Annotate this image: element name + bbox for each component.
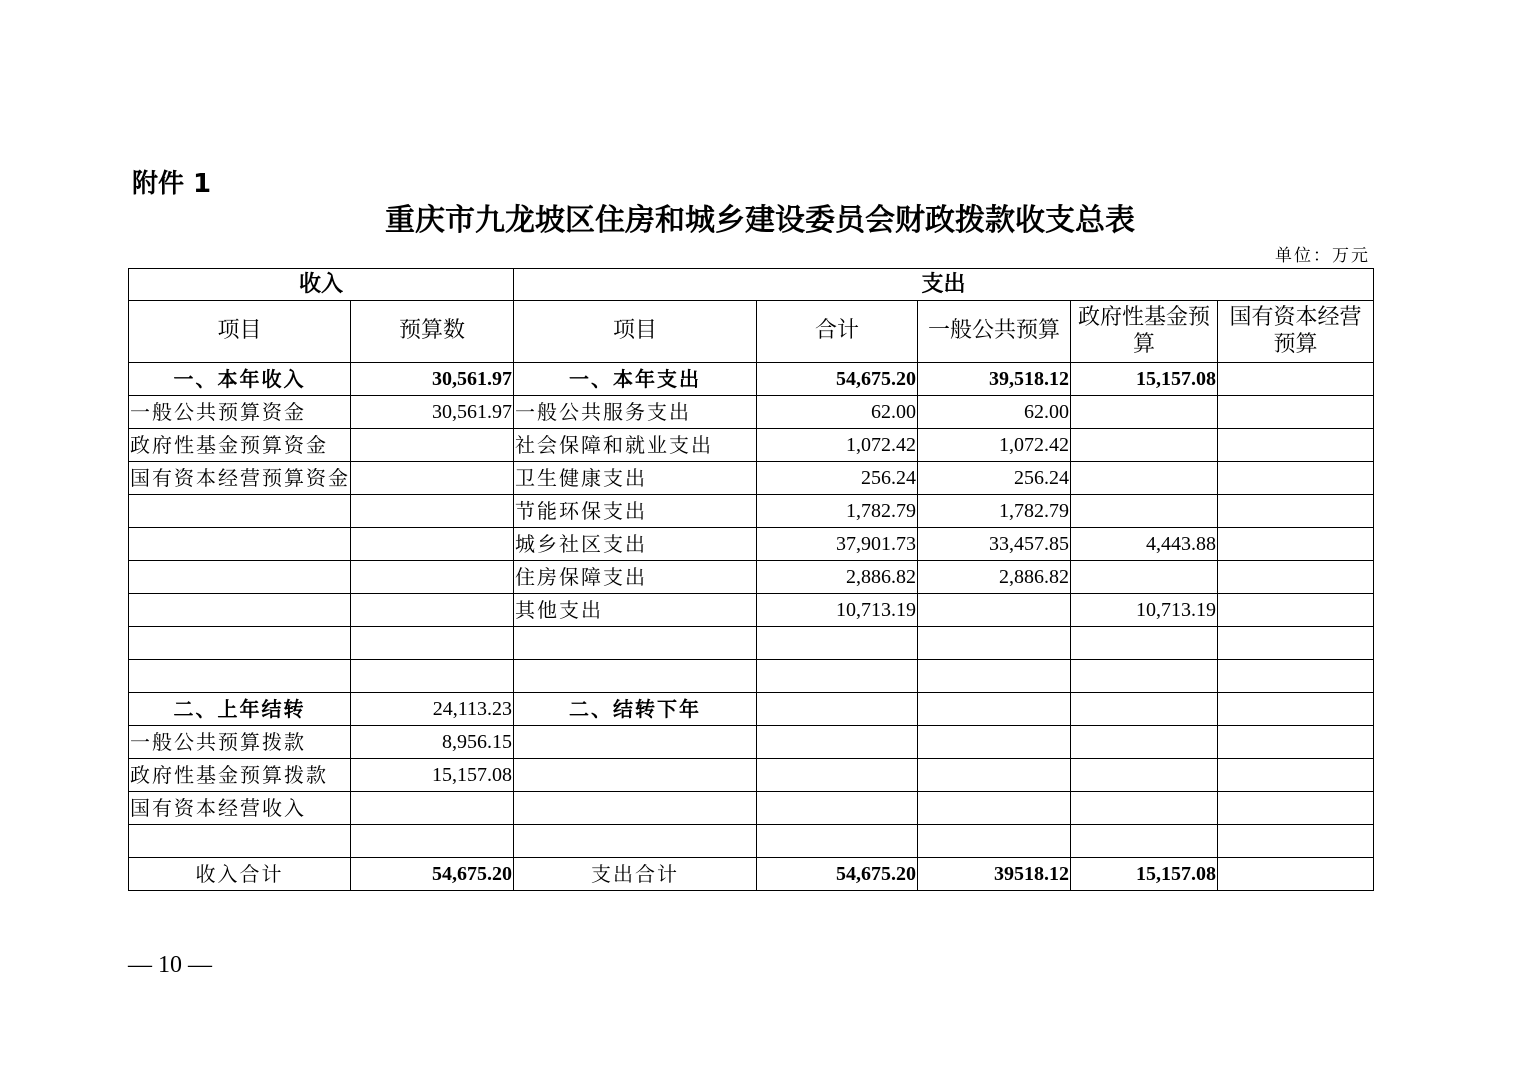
expense-general — [918, 660, 1071, 693]
expense-total: 1,782.79 — [757, 495, 918, 528]
table-row — [129, 561, 1374, 594]
expense-general — [918, 759, 1071, 792]
expense-general — [918, 825, 1071, 858]
expense-fund: 15,157.08 — [1071, 363, 1218, 396]
expense-fund — [1071, 693, 1218, 726]
expense-general — [918, 792, 1071, 825]
expense-item — [514, 759, 757, 792]
expense-state — [1218, 858, 1374, 891]
table-row — [129, 363, 1374, 396]
income-amount — [351, 495, 514, 528]
expense-general: 62.00 — [918, 396, 1071, 429]
expense-item: 社会保障和就业支出 — [514, 429, 757, 462]
expense-total-label: 支出合计 — [514, 858, 757, 891]
income-amount — [351, 429, 514, 462]
attachment-label: 附件 1 — [132, 169, 212, 199]
expense-total — [757, 759, 918, 792]
expense-general: 2,886.82 — [918, 561, 1071, 594]
income-amount — [351, 528, 514, 561]
expense-state — [1218, 792, 1374, 825]
income-amount: 15,157.08 — [351, 759, 514, 792]
table-row — [129, 594, 1374, 627]
expense-general: 256.24 — [918, 462, 1071, 495]
income-amount — [351, 627, 514, 660]
expense-fund — [1071, 627, 1218, 660]
table-row — [129, 792, 1374, 825]
expense-fund — [1071, 429, 1218, 462]
expense-state — [1218, 693, 1374, 726]
expense-fund — [1071, 561, 1218, 594]
expense-total: 54,675.20 — [757, 858, 918, 891]
expense-item: 一般公共服务支出 — [514, 396, 757, 429]
expense-fund — [1071, 396, 1218, 429]
page-number: — 10 — — [128, 952, 212, 978]
table-row-total — [129, 858, 1374, 891]
expense-fund — [1071, 726, 1218, 759]
expense-state — [1218, 495, 1374, 528]
expense-item: 一、本年支出 — [514, 363, 757, 396]
income-total-label: 收入合计 — [129, 858, 351, 891]
expense-general — [918, 693, 1071, 726]
header-budget: 预算数 — [351, 301, 514, 363]
table-row — [129, 693, 1374, 726]
expense-item: 节能环保支出 — [514, 495, 757, 528]
expense-fund — [1071, 462, 1218, 495]
header-state-capital-budget: 国有资本经营预算 — [1218, 301, 1374, 363]
income-item: 国有资本经营收入 — [129, 792, 351, 825]
table-row — [129, 759, 1374, 792]
expense-state — [1218, 627, 1374, 660]
header-expense-item: 项目 — [514, 301, 757, 363]
income-amount — [351, 462, 514, 495]
income-item — [129, 528, 351, 561]
income-amount: 30,561.97 — [351, 363, 514, 396]
expense-state — [1218, 726, 1374, 759]
header-fund-budget: 政府性基金预算 — [1071, 301, 1218, 363]
expense-state — [1218, 561, 1374, 594]
income-amount — [351, 561, 514, 594]
unit-label: 单位：万元 — [1275, 246, 1370, 266]
expense-total: 256.24 — [757, 462, 918, 495]
header-expense: 支出 — [514, 269, 1374, 301]
expense-total: 37,901.73 — [757, 528, 918, 561]
expense-state — [1218, 594, 1374, 627]
income-amount — [351, 594, 514, 627]
expense-state — [1218, 759, 1374, 792]
income-amount — [351, 660, 514, 693]
expense-fund — [1071, 660, 1218, 693]
expense-state — [1218, 462, 1374, 495]
expense-item — [514, 726, 757, 759]
table-row — [129, 627, 1374, 660]
expense-item: 其他支出 — [514, 594, 757, 627]
header-total: 合计 — [757, 301, 918, 363]
expense-general: 1,072.42 — [918, 429, 1071, 462]
expense-total: 1,072.42 — [757, 429, 918, 462]
expense-general: 33,457.85 — [918, 528, 1071, 561]
expense-total: 10,713.19 — [757, 594, 918, 627]
expense-fund: 10,713.19 — [1071, 594, 1218, 627]
expense-total: 54,675.20 — [757, 363, 918, 396]
income-item: 国有资本经营预算资金 — [129, 462, 351, 495]
expense-fund: 15,157.08 — [1071, 858, 1218, 891]
income-item: 一、本年收入 — [129, 363, 351, 396]
expense-fund: 4,443.88 — [1071, 528, 1218, 561]
income-item — [129, 825, 351, 858]
expense-general: 1,782.79 — [918, 495, 1071, 528]
income-amount — [351, 825, 514, 858]
table-row — [129, 528, 1374, 561]
expense-state — [1218, 825, 1374, 858]
budget-table — [128, 268, 1374, 891]
expense-item — [514, 825, 757, 858]
expense-state — [1218, 396, 1374, 429]
expense-general: 39,518.12 — [918, 363, 1071, 396]
header-income-item: 项目 — [129, 301, 351, 363]
expense-general — [918, 594, 1071, 627]
income-item: 政府性基金预算资金 — [129, 429, 351, 462]
income-amount: 8,956.15 — [351, 726, 514, 759]
income-amount — [351, 792, 514, 825]
expense-general: 39518.12 — [918, 858, 1071, 891]
header-row-top — [129, 269, 1374, 301]
table-row — [129, 495, 1374, 528]
table-row — [129, 429, 1374, 462]
expense-fund — [1071, 825, 1218, 858]
expense-total — [757, 627, 918, 660]
table-row — [129, 396, 1374, 429]
expense-fund — [1071, 792, 1218, 825]
income-item — [129, 495, 351, 528]
expense-total: 2,886.82 — [757, 561, 918, 594]
expense-fund — [1071, 759, 1218, 792]
income-item: 一般公共预算资金 — [129, 396, 351, 429]
income-item: 政府性基金预算拨款 — [129, 759, 351, 792]
expense-total — [757, 825, 918, 858]
table-row — [129, 660, 1374, 693]
income-item — [129, 594, 351, 627]
document-title: 重庆市九龙坡区住房和城乡建设委员会财政拨款收支总表 — [385, 203, 1135, 238]
income-item — [129, 660, 351, 693]
expense-total: 62.00 — [757, 396, 918, 429]
expense-item: 卫生健康支出 — [514, 462, 757, 495]
expense-state — [1218, 363, 1374, 396]
expense-general — [918, 627, 1071, 660]
income-item — [129, 561, 351, 594]
header-row-columns — [129, 301, 1374, 363]
expense-item: 城乡社区支出 — [514, 528, 757, 561]
expense-state — [1218, 660, 1374, 693]
expense-total — [757, 693, 918, 726]
table-row — [129, 462, 1374, 495]
income-amount: 30,561.97 — [351, 396, 514, 429]
expense-general — [918, 726, 1071, 759]
income-amount: 24,113.23 — [351, 693, 514, 726]
table-row — [129, 726, 1374, 759]
income-item: 一般公共预算拨款 — [129, 726, 351, 759]
expense-total — [757, 792, 918, 825]
expense-item — [514, 660, 757, 693]
income-item: 二、上年结转 — [129, 693, 351, 726]
income-total-amount: 54,675.20 — [351, 858, 514, 891]
income-item — [129, 627, 351, 660]
expense-total — [757, 660, 918, 693]
expense-item — [514, 627, 757, 660]
expense-item: 住房保障支出 — [514, 561, 757, 594]
expense-item: 二、结转下年 — [514, 693, 757, 726]
expense-state — [1218, 528, 1374, 561]
expense-fund — [1071, 495, 1218, 528]
expense-item — [514, 792, 757, 825]
expense-state — [1218, 429, 1374, 462]
table-row — [129, 825, 1374, 858]
header-general-budget: 一般公共预算 — [918, 301, 1071, 363]
header-income: 收入 — [129, 269, 514, 301]
expense-total — [757, 726, 918, 759]
